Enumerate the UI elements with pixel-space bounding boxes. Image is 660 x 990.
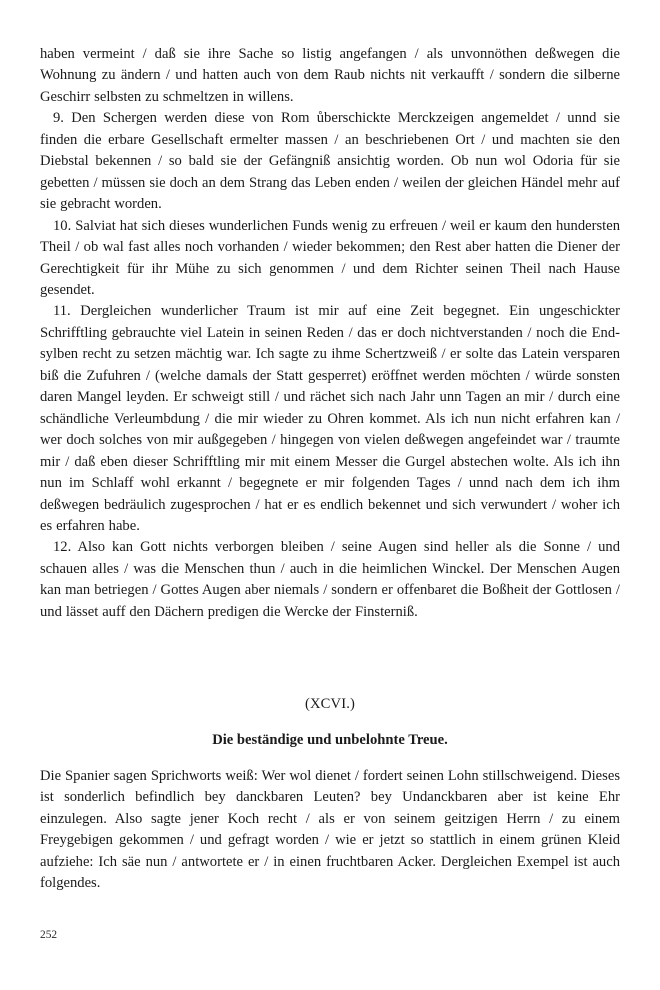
paragraph-9: 9. Den Schergen werden diese von Rom ůberschickte Merckzeigen angemeldet / unnd sie finden die erbare Gesellschaft ermelter massen / an beschriebenen Ort / und machten sie den Diebstal bekennen / so bald sie der Gefängniß ansichtig worden. Ob nun wol Odoria für sie gebetten / müssen sie doch an dem Strang das Leben enden / weilen der gleichen Händel mehr auf sie gebracht worden. [40,110,620,213]
section-title: Die beständige und unbelohnte Treue. [212,732,448,748]
section-number: (XCVI.) [304,696,356,712]
body-text-block [40,44,620,623]
paragraph-11: 11. Dergleichen wunderlicher Traum ist mir auf eine Zeit begegnet. Ein ungeschickter Schrifftling gebrauchte viel Latein in seinen Reden / das er doch nichtverstanden / noch die End-sylben recht zu setzen mächtig war. Ich sagte zu ihme Schertzweiß / er solte das Latein versparen biß die Zufuhren / (welche damals der Statt gesperret) eröffnet werden möchten / würde sonsten daren Mangel leyden. Er schweigt still / und rächet sich nach Jahr unn Tagen an mir / durch eine schändliche Verleumbdung / die mir wieder zu Ohren kommet. Als ich nun nicht erfahren kan / wer doch solches von mir außgegeben / hingegen von vielen deßwegen angefeindet war / traumte mir / daß eben dieser Schrifftling mir mit einem Messer die Gurgel abstechen wolte. Als ich ihn nun im Schlaff wohl erkannt / begegnete er mir folgenden Tages / unnd nach dem ich ihm deßwegen bedräulich zugesprochen / hat er es endlich bekennet und sich verwundert / woher ich es erfahren habe. [40,303,620,534]
section-opening-block [40,766,620,895]
paragraph-12: 12. Also kan Gott nichts verborgen bleiben / seine Augen sind heller als die Sonne / und schauen alles / was die Menschen thun / auch in die heimlichen Winckel. Der Menschen Augen kan man betriegen / Gottes Augen aber niemals / sondern er offenbaret die Boßheit der Gottlosen / und lässet auff den Dächern predigen die Wercke der Finsterniß. [40,539,620,620]
section-opening-paragraph: Die Spanier sagen Sprichworts weiß: Wer wol dienet / fordert seinen Lohn stillschweigend. Dieses ist sonderlich befindlich bey danckbaren Leuten? bey Undanckbaren aber ist keine Ehr einzulegen. Also sagte jener Koch recht / als er von seinem geitzigen Herrn / zu einem Freygebigen gekommen / und gefragt worden / wie er jetzt so stattlich in einem grünen Kleid aufziehe: Ich säe nun / antwortete er / in einen fruchtbaren Acker. Dergleichen Exempel ist auch folgendes. [40,768,620,892]
paragraph-continued: haben vermeint / daß sie ihre Sache so listig angefangen / als unvonnöthen deßwegen die Wohnung zu ändern / und hatten auch von dem Raub nichts nit verkaufft / sondern die silberne Geschirr selbsten zu schmeltzen in willens. [40,46,620,105]
page-number: 252 [40,929,58,941]
paragraph-10: 10. Salviat hat sich dieses wunderlichen Funds wenig zu erfreuen / weil er kaum den hundersten Theil / ob wal fast alles noch vorhanden / wieder bekommen; den Rest aber hatten die Diener der Gerechtigkeit für ihr Mühe zu sich genommen / und dem Richter seinen Theil nach Hause gesendet. [40,217,620,298]
